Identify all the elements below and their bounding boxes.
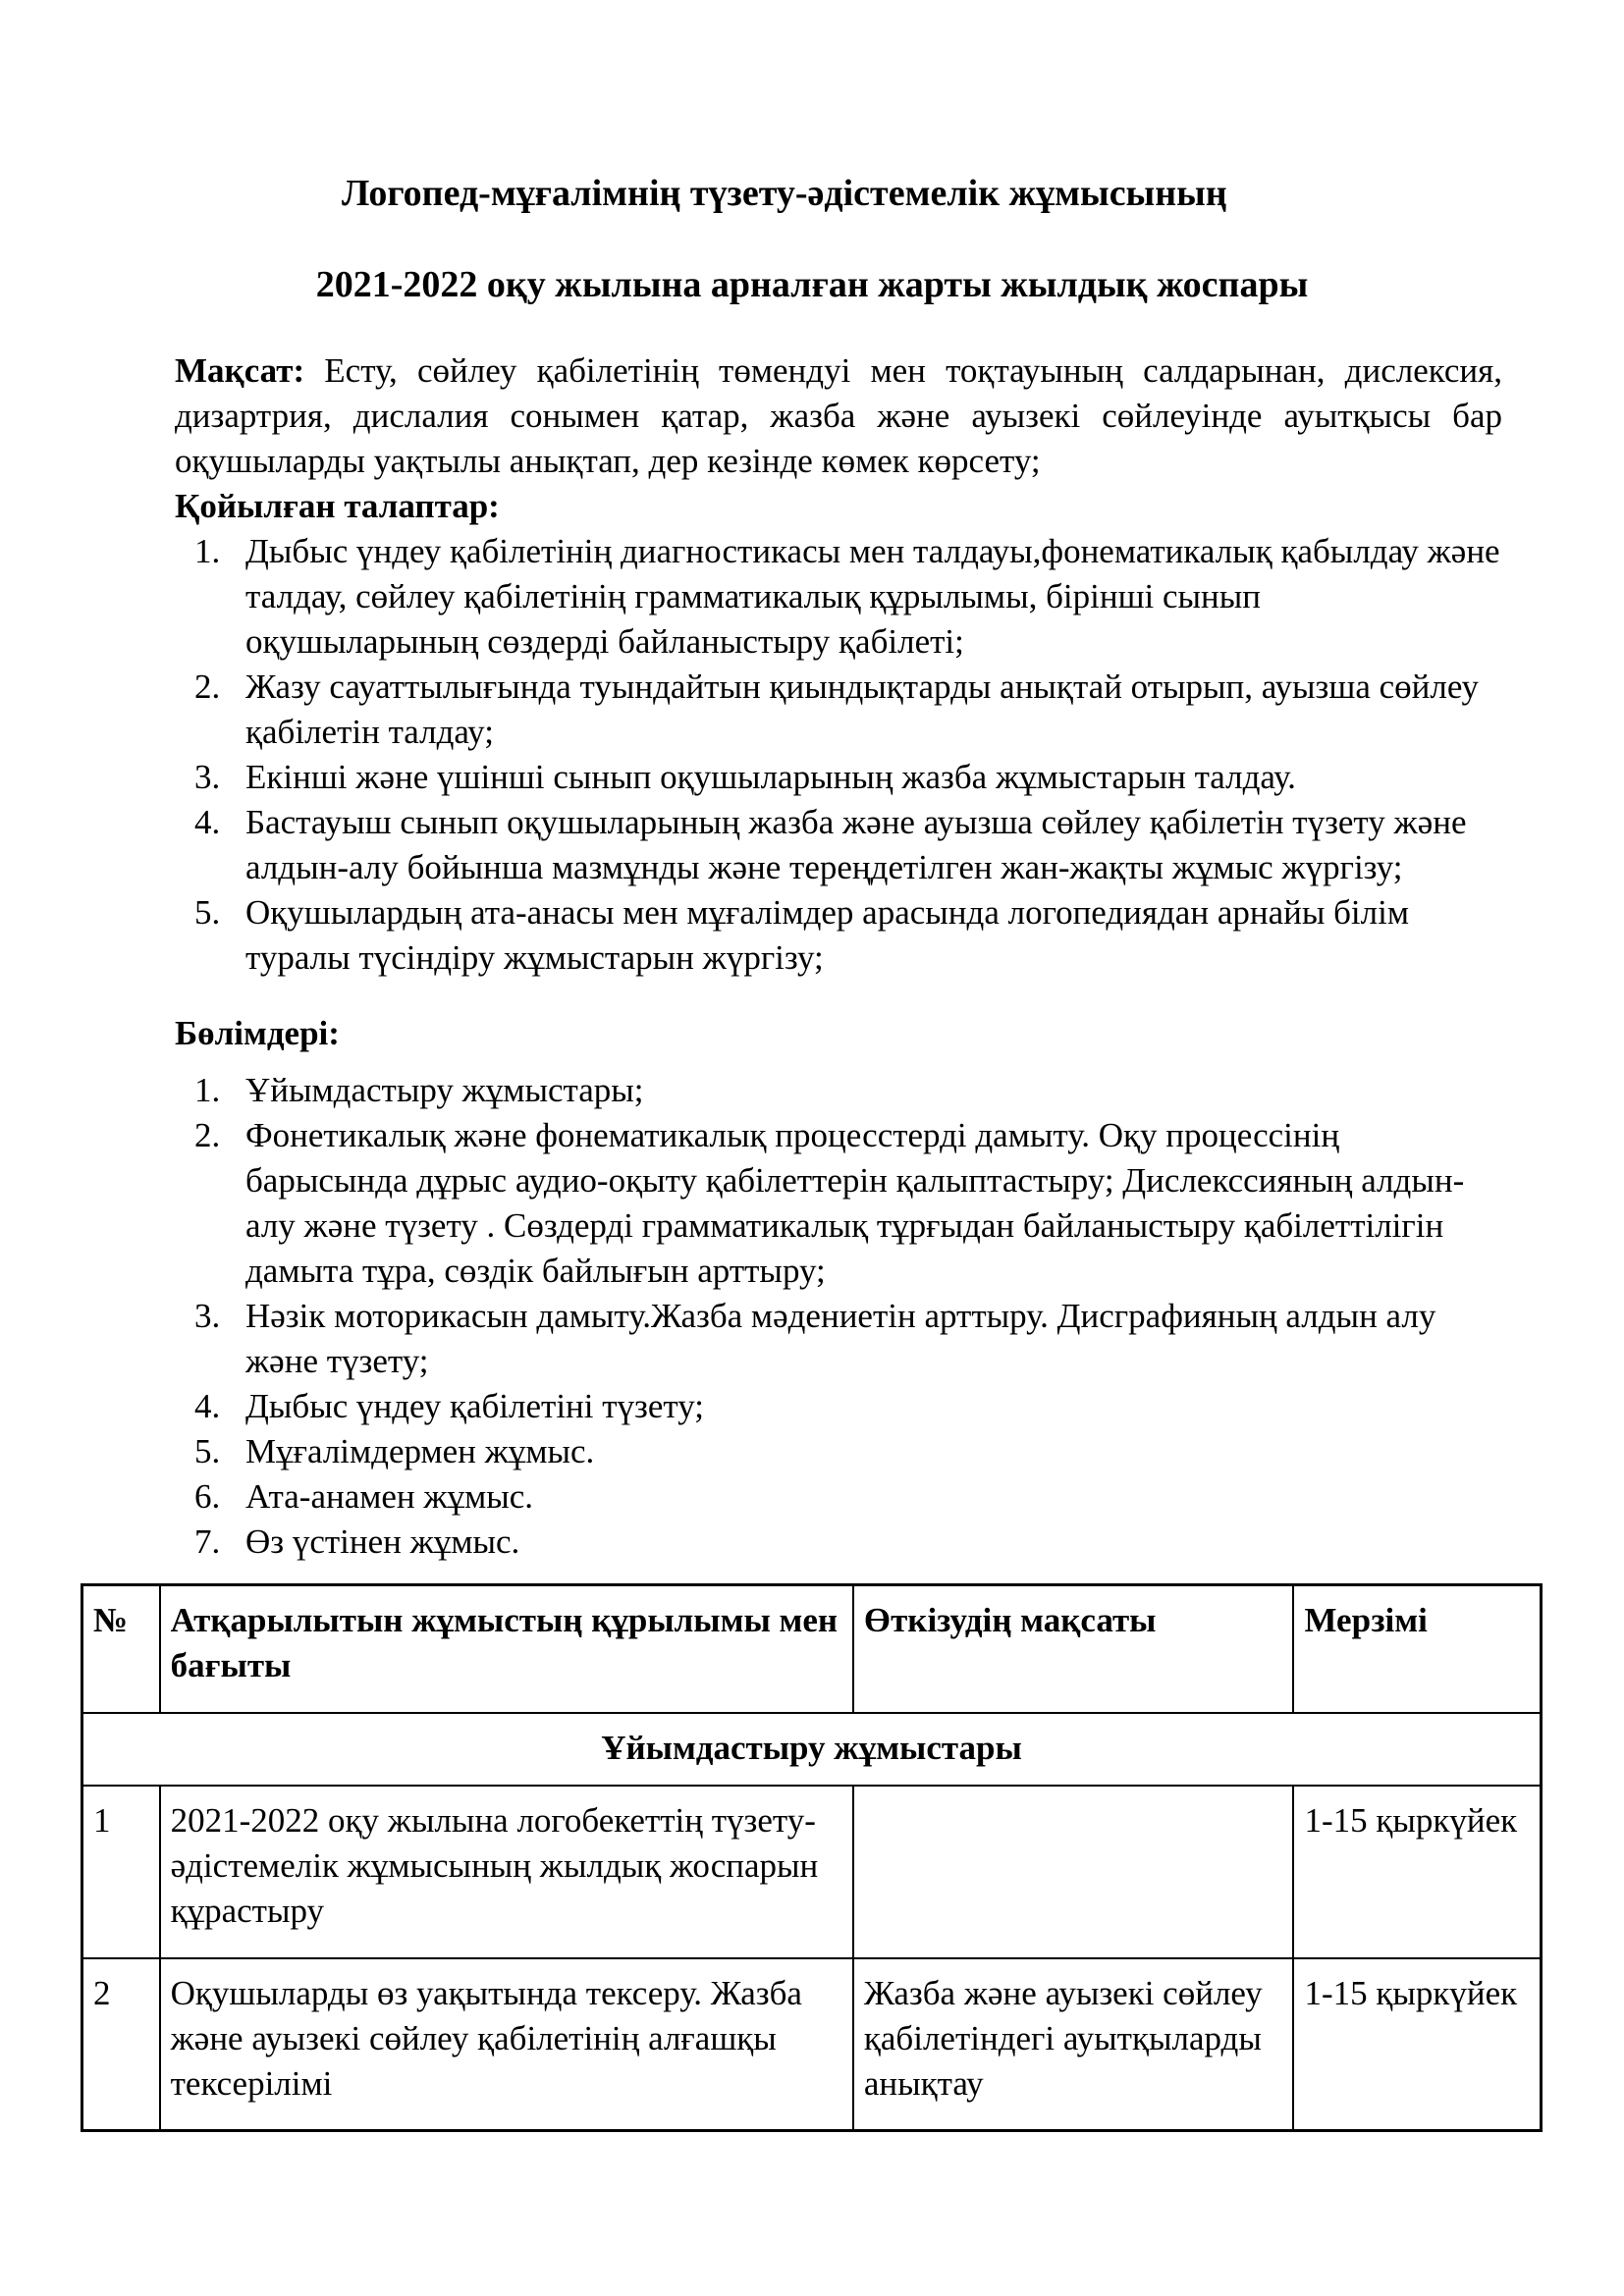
requirements-heading: Қойылған талаптар:	[175, 487, 500, 525]
header-term: Мерзімі	[1293, 1585, 1541, 1713]
list-item	[175, 800, 1502, 890]
list-number: 7.	[194, 1522, 221, 1561]
sections-heading: Бөлімдері:	[175, 1014, 340, 1052]
list-item-text: Дыбыс үндеу қабілетіні түзету;	[245, 1387, 704, 1425]
plan-table	[81, 1583, 1543, 2132]
list-item-text: Ұйымдастыру жұмыстары;	[245, 1071, 644, 1109]
list-number: 3.	[194, 758, 221, 796]
cell-work: Оқушыларды өз уақытында тексеру. Жазба және ауызекі сөйлеу қабілетінің алғашқы тексерілімі	[160, 1958, 853, 2131]
header-goal: Өткізудің мақсаты	[853, 1585, 1294, 1713]
list-number: 1.	[194, 1071, 221, 1109]
table-header-row	[82, 1585, 1542, 1713]
cell-work: 2021-2022 оқу жылына логобекеттің түзету-әдістемелік жұмысының жылдық жоспарын құрастыру	[160, 1786, 853, 1958]
goal-paragraph	[175, 348, 1502, 484]
requirements-list	[175, 529, 1502, 981]
list-number: 5.	[194, 1432, 221, 1470]
table-row	[82, 1786, 1542, 1958]
header-work: Атқарылытын жұмыстың құрылымы мен бағыты	[160, 1585, 853, 1713]
list-item-text: Оқушылардың ата-анасы мен мұғалімдер арасында логопедиядан арнайы білім туралы түсіндіру жұмыстарын жүргізу;	[245, 893, 1409, 977]
list-item	[175, 1520, 1502, 1565]
goal-label: Мақсат:	[175, 351, 305, 390]
list-item-text: Нәзік моторикасын дамыту.Жазба мәдениетін арттыру. Дисграфияның алдын алу және түзету;	[245, 1297, 1436, 1380]
list-item	[175, 1068, 1502, 1113]
document-title-line-2: 2021-2022 оқу жылына арналған жарты жылдық жоспары	[315, 264, 1309, 305]
cell-goal: Жазба және ауызекі сөйлеу қабілетіндегі ауытқыларды анықтау	[853, 1958, 1294, 2131]
document-title-line-1: Логопед-мұғалімнің түзету-әдістемелік жұмысының	[342, 173, 1227, 214]
list-item-text: Дыбыс үндеу қабілетінің диагностикасы мен талдауы,фонематикалық қабылдау және талдау, сөйлеу қабілетінің грамматикалық құрылымы, бірінші сынып оқушыларының сөздерді байланыстыру қабілеті;	[245, 532, 1500, 661]
list-number: 6.	[194, 1477, 221, 1516]
goal-text: Есту, сөйлеу қабілетінің төмендуі мен тоқтауының салдарынан, дислексия, дизартрия, дислалия сонымен қатар, жазба және ауызекі сөйлеуінде ауытқысы бар оқушыларды уақтылы анықтап, дер кезінде көмек көрсету;	[175, 351, 1502, 480]
section-title: Ұйымдастыру жұмыстары	[82, 1713, 1542, 1786]
list-item	[175, 1294, 1502, 1384]
list-item-text: Бастауыш сынып оқушыларының жазба және ауызша сөйлеу қабілетін түзету және алдын-алу бойынша мазмұнды және тереңдетілген жан-жақты жұмыс жүргізу;	[245, 803, 1467, 886]
list-item-text: Өз үстінен жұмыс.	[245, 1522, 520, 1561]
list-item-text: Жазу сауаттылығында туындайтын қиындықтарды анықтай отырып, ауызша сөйлеу қабілетін талдау;	[245, 667, 1480, 751]
sections-list	[175, 1068, 1502, 1565]
list-number: 5.	[194, 893, 221, 932]
list-item-text: Мұғалімдермен жұмыс.	[245, 1432, 595, 1470]
list-item-text: Ата-анамен жұмыс.	[245, 1477, 534, 1516]
list-item	[175, 1474, 1502, 1520]
list-number: 2.	[194, 1116, 221, 1154]
list-item	[175, 665, 1502, 755]
list-item	[175, 755, 1502, 800]
cell-number: 2	[82, 1958, 160, 2131]
list-number: 4.	[194, 803, 221, 841]
list-item-text: Екінші және үшінші сынып оқушыларының жазба жұмыстарын талдау.	[245, 758, 1296, 796]
table-row	[82, 1958, 1542, 2131]
list-number: 3.	[194, 1297, 221, 1335]
list-number: 2.	[194, 667, 221, 706]
list-item	[175, 1113, 1502, 1294]
cell-number: 1	[82, 1786, 160, 1958]
list-item-text: Фонетикалық және фонематикалық процесстерді дамыту. Оқу процессінің барысында дұрыс аудио-оқыту қабілеттерін қалыптастыру; Дислекссияның алдын-алу және түзету . Сөздерді грамматикалық тұрғыдан байланыстыру қабілеттілігін дамыта тұра, сөздік байлығын арттыру;	[245, 1116, 1465, 1290]
list-item	[175, 890, 1502, 981]
cell-goal	[853, 1786, 1294, 1958]
table-section-row	[82, 1713, 1542, 1786]
list-item	[175, 1384, 1502, 1429]
list-number: 1.	[194, 532, 221, 570]
list-number: 4.	[194, 1387, 221, 1425]
cell-term: 1-15 қыркүйек	[1293, 1786, 1541, 1958]
cell-term: 1-15 қыркүйек	[1293, 1958, 1541, 2131]
list-item	[175, 1429, 1502, 1474]
list-item	[175, 529, 1502, 665]
header-number: №	[82, 1585, 160, 1713]
